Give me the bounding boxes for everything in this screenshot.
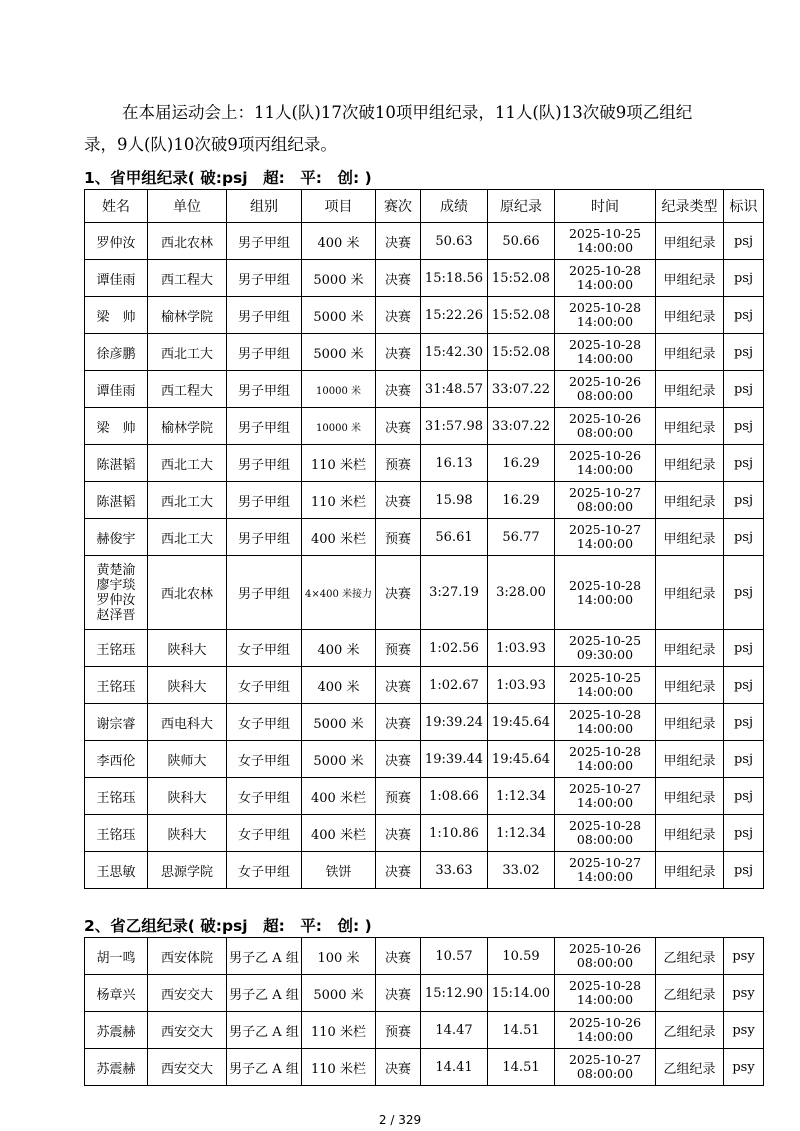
record-clock: 14:00:00 bbox=[576, 351, 634, 366]
cell-old-record: 16.29 bbox=[488, 482, 555, 519]
record-clock: 08:00:00 bbox=[576, 425, 634, 440]
cell-result: 19:39.24 bbox=[421, 704, 488, 741]
cell-round: 决赛 bbox=[376, 975, 421, 1012]
cell-group: 女子甲组 bbox=[227, 741, 302, 778]
cell-result: 15:18.56 bbox=[421, 260, 488, 297]
cell-unit: 西电科大 bbox=[148, 704, 227, 741]
record-date: 2025-10-28 bbox=[568, 337, 642, 352]
cell-time bbox=[555, 223, 656, 260]
table-row bbox=[85, 445, 764, 482]
cell-group: 男子乙 A 组 bbox=[227, 1012, 302, 1049]
cell-result: 1:02.56 bbox=[421, 630, 488, 667]
cell-name: 王思敏 bbox=[85, 852, 148, 889]
cell-group: 女子甲组 bbox=[227, 630, 302, 667]
record-clock: 14:00:00 bbox=[576, 314, 634, 329]
record-date: 2025-10-28 bbox=[568, 263, 642, 278]
cell-old-record: 33.02 bbox=[488, 852, 555, 889]
cell-round: 决赛 bbox=[376, 1049, 421, 1086]
cell-round: 决赛 bbox=[376, 704, 421, 741]
table-row bbox=[85, 741, 764, 778]
cell-time bbox=[555, 852, 656, 889]
cell-time bbox=[555, 1012, 656, 1049]
cell-group: 男子乙 A 组 bbox=[227, 938, 302, 975]
cell-old-record: 50.66 bbox=[488, 223, 555, 260]
cell-flag: psj bbox=[724, 371, 764, 408]
record-date: 2025-10-27 bbox=[568, 781, 642, 796]
record-clock: 08:00:00 bbox=[576, 1066, 634, 1081]
header-flag: 标识 bbox=[724, 190, 764, 223]
table-row bbox=[85, 519, 764, 556]
cell-time bbox=[555, 741, 656, 778]
cell-group: 女子甲组 bbox=[227, 667, 302, 704]
cell-round: 预赛 bbox=[376, 778, 421, 815]
cell-name: 苏震赫 bbox=[85, 1049, 148, 1086]
cell-event: 铁饼 bbox=[302, 852, 376, 889]
cell-result: 1:10.86 bbox=[421, 815, 488, 852]
cell-unit: 西工程大 bbox=[148, 371, 227, 408]
header-time: 时间 bbox=[555, 190, 656, 223]
table-row bbox=[85, 815, 764, 852]
cell-result: 15.98 bbox=[421, 482, 488, 519]
table-row bbox=[85, 938, 764, 975]
cell-record-type: 乙组纪录 bbox=[656, 938, 724, 975]
intro-paragraph: 在本届运动会上：11人(队)17次破10项甲组纪录，11人(队)13次破9项乙组纪录，9人(队)10次破9项丙组纪录。 bbox=[84, 103, 693, 154]
cell-time bbox=[555, 445, 656, 482]
cell-flag: psj bbox=[724, 445, 764, 482]
cell-group: 男子甲组 bbox=[227, 408, 302, 445]
cell-record-type: 甲组纪录 bbox=[656, 482, 724, 519]
cell-flag: psj bbox=[724, 667, 764, 704]
cell-event: 5000 米 bbox=[302, 741, 376, 778]
cell-event: 10000 米 bbox=[302, 371, 376, 408]
cell-record-type: 乙组纪录 bbox=[656, 1012, 724, 1049]
cell-event: 5000 米 bbox=[302, 334, 376, 371]
cell-result: 1:08.66 bbox=[421, 778, 488, 815]
cell-group: 男子甲组 bbox=[227, 223, 302, 260]
cell-round: 决赛 bbox=[376, 297, 421, 334]
cell-record-type: 甲组纪录 bbox=[656, 630, 724, 667]
cell-time bbox=[555, 297, 656, 334]
table-group-a bbox=[84, 189, 764, 889]
cell-name: 杨章兴 bbox=[85, 975, 148, 1012]
cell-round: 决赛 bbox=[376, 852, 421, 889]
cell-name: 黄楚渝 廖宇琰 罗仲汝 赵泽晋 bbox=[85, 556, 148, 630]
cell-event: 110 米栏 bbox=[302, 1049, 376, 1086]
cell-record-type: 甲组纪录 bbox=[656, 778, 724, 815]
cell-result: 10.57 bbox=[421, 938, 488, 975]
cell-record-type: 甲组纪录 bbox=[656, 371, 724, 408]
cell-event: 5000 米 bbox=[302, 297, 376, 334]
cell-name: 陈湛韬 bbox=[85, 482, 148, 519]
record-date: 2025-10-26 bbox=[568, 374, 642, 389]
cell-event: 400 米栏 bbox=[302, 815, 376, 852]
cell-old-record: 15:52.08 bbox=[488, 260, 555, 297]
cell-result: 3:27.19 bbox=[421, 556, 488, 630]
cell-unit: 陕科大 bbox=[148, 778, 227, 815]
cell-round: 决赛 bbox=[376, 556, 421, 630]
cell-result: 56.61 bbox=[421, 519, 488, 556]
cell-name: 梁 帅 bbox=[85, 408, 148, 445]
cell-group: 男子甲组 bbox=[227, 556, 302, 630]
cell-name: 王铭珏 bbox=[85, 667, 148, 704]
cell-old-record: 3:28.00 bbox=[488, 556, 555, 630]
cell-name: 苏震赫 bbox=[85, 1012, 148, 1049]
cell-unit: 陕科大 bbox=[148, 667, 227, 704]
table-group-b bbox=[84, 937, 764, 1086]
cell-unit: 西北农林 bbox=[148, 223, 227, 260]
table-row bbox=[85, 297, 764, 334]
cell-round: 决赛 bbox=[376, 334, 421, 371]
record-date: 2025-10-25 bbox=[568, 226, 642, 241]
cell-result: 1:02.67 bbox=[421, 667, 488, 704]
cell-old-record: 14.51 bbox=[488, 1012, 555, 1049]
cell-unit: 西北工大 bbox=[148, 334, 227, 371]
cell-old-record: 33:07.22 bbox=[488, 371, 555, 408]
cell-time bbox=[555, 1049, 656, 1086]
cell-time bbox=[555, 975, 656, 1012]
cell-name: 李西伦 bbox=[85, 741, 148, 778]
cell-flag: psj bbox=[724, 741, 764, 778]
cell-group: 男子甲组 bbox=[227, 334, 302, 371]
cell-result: 31:48.57 bbox=[421, 371, 488, 408]
cell-flag: psj bbox=[724, 704, 764, 741]
cell-flag: psj bbox=[724, 815, 764, 852]
page-number: 2 / 329 bbox=[378, 1113, 422, 1127]
cell-event: 400 米栏 bbox=[302, 519, 376, 556]
cell-group: 女子甲组 bbox=[227, 852, 302, 889]
cell-event: 110 米栏 bbox=[302, 482, 376, 519]
header-round: 赛次 bbox=[376, 190, 421, 223]
cell-unit: 陕师大 bbox=[148, 741, 227, 778]
cell-round: 预赛 bbox=[376, 519, 421, 556]
cell-unit: 西北工大 bbox=[148, 482, 227, 519]
table-header-row bbox=[85, 190, 764, 223]
cell-round: 决赛 bbox=[376, 223, 421, 260]
record-date: 2025-10-27 bbox=[568, 1052, 642, 1067]
cell-name: 王铭珏 bbox=[85, 815, 148, 852]
cell-name: 谢宗睿 bbox=[85, 704, 148, 741]
cell-old-record: 10.59 bbox=[488, 938, 555, 975]
cell-unit: 榆林学院 bbox=[148, 297, 227, 334]
cell-name: 陈湛韬 bbox=[85, 445, 148, 482]
cell-group: 男子乙 A 组 bbox=[227, 1049, 302, 1086]
record-date: 2025-10-27 bbox=[568, 522, 642, 537]
cell-flag: psj bbox=[724, 334, 764, 371]
cell-round: 决赛 bbox=[376, 482, 421, 519]
cell-time bbox=[555, 667, 656, 704]
cell-event: 5000 米 bbox=[302, 975, 376, 1012]
table-row bbox=[85, 556, 764, 630]
section1-heading: 1、省甲组纪录( 破:psj 超: 平: 创: ) bbox=[84, 169, 372, 187]
cell-group: 男子甲组 bbox=[227, 519, 302, 556]
table-row bbox=[85, 260, 764, 297]
record-clock: 14:00:00 bbox=[576, 795, 634, 810]
cell-name: 徐彦鹏 bbox=[85, 334, 148, 371]
cell-result: 15:22.26 bbox=[421, 297, 488, 334]
cell-name: 王铭珏 bbox=[85, 630, 148, 667]
cell-event: 400 米栏 bbox=[302, 778, 376, 815]
cell-event: 400 米 bbox=[302, 630, 376, 667]
cell-old-record: 1:03.93 bbox=[488, 667, 555, 704]
record-clock: 14:00:00 bbox=[576, 462, 634, 477]
record-clock: 14:00:00 bbox=[576, 684, 634, 699]
cell-unit: 陕科大 bbox=[148, 630, 227, 667]
cell-event: 100 米 bbox=[302, 938, 376, 975]
cell-flag: psj bbox=[724, 223, 764, 260]
cell-time bbox=[555, 334, 656, 371]
cell-result: 14.41 bbox=[421, 1049, 488, 1086]
cell-unit: 西北工大 bbox=[148, 445, 227, 482]
cell-round: 决赛 bbox=[376, 667, 421, 704]
cell-old-record: 33:07.22 bbox=[488, 408, 555, 445]
record-clock: 14:00:00 bbox=[576, 758, 634, 773]
record-date: 2025-10-26 bbox=[568, 1015, 642, 1030]
cell-record-type: 甲组纪录 bbox=[656, 519, 724, 556]
cell-old-record: 16.29 bbox=[488, 445, 555, 482]
record-clock: 14:00:00 bbox=[576, 992, 634, 1007]
record-clock: 14:00:00 bbox=[576, 721, 634, 736]
cell-round: 决赛 bbox=[376, 408, 421, 445]
table-row bbox=[85, 778, 764, 815]
table-row bbox=[85, 223, 764, 260]
cell-round: 决赛 bbox=[376, 371, 421, 408]
cell-result: 16.13 bbox=[421, 445, 488, 482]
cell-flag: psy bbox=[724, 1012, 764, 1049]
cell-time bbox=[555, 815, 656, 852]
cell-event: 400 米 bbox=[302, 223, 376, 260]
cell-record-type: 乙组纪录 bbox=[656, 975, 724, 1012]
record-clock: 14:00:00 bbox=[576, 591, 634, 607]
cell-old-record: 14.51 bbox=[488, 1049, 555, 1086]
cell-result: 50.63 bbox=[421, 223, 488, 260]
cell-old-record: 1:03.93 bbox=[488, 630, 555, 667]
record-clock: 14:00:00 bbox=[576, 277, 634, 292]
cell-flag: psj bbox=[724, 297, 764, 334]
cell-event: 5000 米 bbox=[302, 260, 376, 297]
cell-round: 预赛 bbox=[376, 1012, 421, 1049]
header-name: 姓名 bbox=[85, 190, 148, 223]
cell-unit: 西安交大 bbox=[148, 975, 227, 1012]
cell-event: 5000 米 bbox=[302, 704, 376, 741]
cell-flag: psy bbox=[724, 975, 764, 1012]
record-date: 2025-10-28 bbox=[568, 300, 642, 315]
header-result: 成绩 bbox=[421, 190, 488, 223]
cell-event: 10000 米 bbox=[302, 408, 376, 445]
record-date: 2025-10-28 bbox=[568, 744, 642, 759]
cell-time bbox=[555, 408, 656, 445]
cell-group: 男子甲组 bbox=[227, 482, 302, 519]
cell-unit: 西安体院 bbox=[148, 938, 227, 975]
cell-record-type: 甲组纪录 bbox=[656, 815, 724, 852]
cell-result: 15:42.30 bbox=[421, 334, 488, 371]
cell-group: 女子甲组 bbox=[227, 815, 302, 852]
cell-time bbox=[555, 260, 656, 297]
cell-flag: psj bbox=[724, 408, 764, 445]
cell-old-record: 15:52.08 bbox=[488, 297, 555, 334]
header-unit: 单位 bbox=[148, 190, 227, 223]
record-date: 2025-10-26 bbox=[568, 411, 642, 426]
cell-round: 决赛 bbox=[376, 815, 421, 852]
cell-old-record: 19:45.64 bbox=[488, 704, 555, 741]
record-date: 2025-10-28 bbox=[568, 707, 642, 722]
cell-record-type: 甲组纪录 bbox=[656, 223, 724, 260]
cell-flag: psj bbox=[724, 260, 764, 297]
record-clock: 08:00:00 bbox=[576, 832, 634, 847]
record-clock: 08:00:00 bbox=[576, 388, 634, 403]
cell-group: 男子甲组 bbox=[227, 371, 302, 408]
header-group: 组别 bbox=[227, 190, 302, 223]
table-row bbox=[85, 667, 764, 704]
cell-flag: psj bbox=[724, 778, 764, 815]
cell-name: 胡一鸣 bbox=[85, 938, 148, 975]
cell-round: 决赛 bbox=[376, 260, 421, 297]
table-row bbox=[85, 371, 764, 408]
cell-old-record: 15:52.08 bbox=[488, 334, 555, 371]
cell-group: 男子甲组 bbox=[227, 445, 302, 482]
cell-record-type: 甲组纪录 bbox=[656, 408, 724, 445]
record-clock: 09:30:00 bbox=[576, 647, 634, 662]
cell-flag: psj bbox=[724, 519, 764, 556]
cell-flag: psj bbox=[724, 556, 764, 630]
cell-old-record: 56.77 bbox=[488, 519, 555, 556]
cell-record-type: 甲组纪录 bbox=[656, 445, 724, 482]
table-row bbox=[85, 630, 764, 667]
record-clock: 08:00:00 bbox=[576, 955, 634, 970]
cell-round: 决赛 bbox=[376, 938, 421, 975]
cell-result: 15:12.90 bbox=[421, 975, 488, 1012]
cell-unit: 西安交大 bbox=[148, 1049, 227, 1086]
cell-event: 110 米栏 bbox=[302, 1012, 376, 1049]
cell-group: 女子甲组 bbox=[227, 704, 302, 741]
cell-record-type: 乙组纪录 bbox=[656, 1049, 724, 1086]
cell-name: 王铭珏 bbox=[85, 778, 148, 815]
cell-old-record: 1:12.34 bbox=[488, 778, 555, 815]
header-record-type: 纪录类型 bbox=[656, 190, 724, 223]
cell-record-type: 甲组纪录 bbox=[656, 556, 724, 630]
table-row bbox=[85, 704, 764, 741]
cell-flag: psj bbox=[724, 630, 764, 667]
cell-event: 400 米 bbox=[302, 667, 376, 704]
record-clock: 14:00:00 bbox=[576, 240, 634, 255]
section2-heading: 2、省乙组纪录( 破:psj 超: 平: 创: ) bbox=[84, 917, 372, 935]
cell-record-type: 甲组纪录 bbox=[656, 334, 724, 371]
cell-time bbox=[555, 519, 656, 556]
header-old-record: 原纪录 bbox=[488, 190, 555, 223]
record-date: 2025-10-28 bbox=[568, 978, 642, 993]
cell-round: 预赛 bbox=[376, 445, 421, 482]
cell-unit: 西工程大 bbox=[148, 260, 227, 297]
table-row bbox=[85, 1049, 764, 1086]
cell-unit: 西安交大 bbox=[148, 1012, 227, 1049]
cell-name: 谭佳雨 bbox=[85, 260, 148, 297]
cell-old-record: 1:12.34 bbox=[488, 815, 555, 852]
record-clock: 14:00:00 bbox=[576, 1029, 634, 1044]
cell-old-record: 19:45.64 bbox=[488, 741, 555, 778]
cell-name: 梁 帅 bbox=[85, 297, 148, 334]
cell-old-record: 15:14.00 bbox=[488, 975, 555, 1012]
cell-result: 31:57.98 bbox=[421, 408, 488, 445]
cell-result: 14.47 bbox=[421, 1012, 488, 1049]
cell-flag: psj bbox=[724, 852, 764, 889]
cell-time bbox=[555, 778, 656, 815]
record-date: 2025-10-25 bbox=[568, 670, 642, 685]
cell-record-type: 甲组纪录 bbox=[656, 852, 724, 889]
cell-event: 110 米栏 bbox=[302, 445, 376, 482]
record-date: 2025-10-27 bbox=[568, 855, 642, 870]
table-row bbox=[85, 408, 764, 445]
record-date: 2025-10-28 bbox=[568, 577, 642, 593]
record-date: 2025-10-26 bbox=[568, 448, 642, 463]
cell-round: 决赛 bbox=[376, 741, 421, 778]
cell-round: 预赛 bbox=[376, 630, 421, 667]
cell-time bbox=[555, 371, 656, 408]
record-date: 2025-10-28 bbox=[568, 818, 642, 833]
cell-unit: 榆林学院 bbox=[148, 408, 227, 445]
cell-flag: psy bbox=[724, 938, 764, 975]
cell-record-type: 甲组纪录 bbox=[656, 297, 724, 334]
record-date: 2025-10-26 bbox=[568, 941, 642, 956]
table-row bbox=[85, 1012, 764, 1049]
cell-unit: 思源学院 bbox=[148, 852, 227, 889]
record-date: 2025-10-25 bbox=[568, 633, 642, 648]
cell-name: 赫俊宇 bbox=[85, 519, 148, 556]
cell-event: 4×400 米接力 bbox=[302, 556, 376, 630]
cell-record-type: 甲组纪录 bbox=[656, 741, 724, 778]
cell-flag: psj bbox=[724, 482, 764, 519]
header-event: 项目 bbox=[302, 190, 376, 223]
table-row bbox=[85, 975, 764, 1012]
cell-flag: psy bbox=[724, 1049, 764, 1086]
cell-group: 男子乙 A 组 bbox=[227, 975, 302, 1012]
record-clock: 14:00:00 bbox=[576, 869, 634, 884]
cell-time bbox=[555, 630, 656, 667]
cell-result: 19:39.44 bbox=[421, 741, 488, 778]
cell-name: 谭佳雨 bbox=[85, 371, 148, 408]
cell-record-type: 甲组纪录 bbox=[656, 704, 724, 741]
cell-time bbox=[555, 482, 656, 519]
cell-result: 33.63 bbox=[421, 852, 488, 889]
record-date: 2025-10-27 bbox=[568, 485, 642, 500]
record-clock: 08:00:00 bbox=[576, 499, 634, 514]
cell-unit: 西北工大 bbox=[148, 519, 227, 556]
cell-record-type: 甲组纪录 bbox=[656, 260, 724, 297]
cell-time bbox=[555, 556, 656, 630]
cell-name: 罗仲汝 bbox=[85, 223, 148, 260]
table-row bbox=[85, 482, 764, 519]
table-row bbox=[85, 852, 764, 889]
cell-group: 女子甲组 bbox=[227, 778, 302, 815]
cell-group: 男子甲组 bbox=[227, 260, 302, 297]
cell-unit: 陕科大 bbox=[148, 815, 227, 852]
cell-time bbox=[555, 938, 656, 975]
cell-record-type: 甲组纪录 bbox=[656, 667, 724, 704]
cell-time bbox=[555, 704, 656, 741]
cell-unit: 西北农林 bbox=[148, 556, 227, 630]
record-clock: 14:00:00 bbox=[576, 536, 634, 551]
cell-group: 男子甲组 bbox=[227, 297, 302, 334]
table-row bbox=[85, 334, 764, 371]
